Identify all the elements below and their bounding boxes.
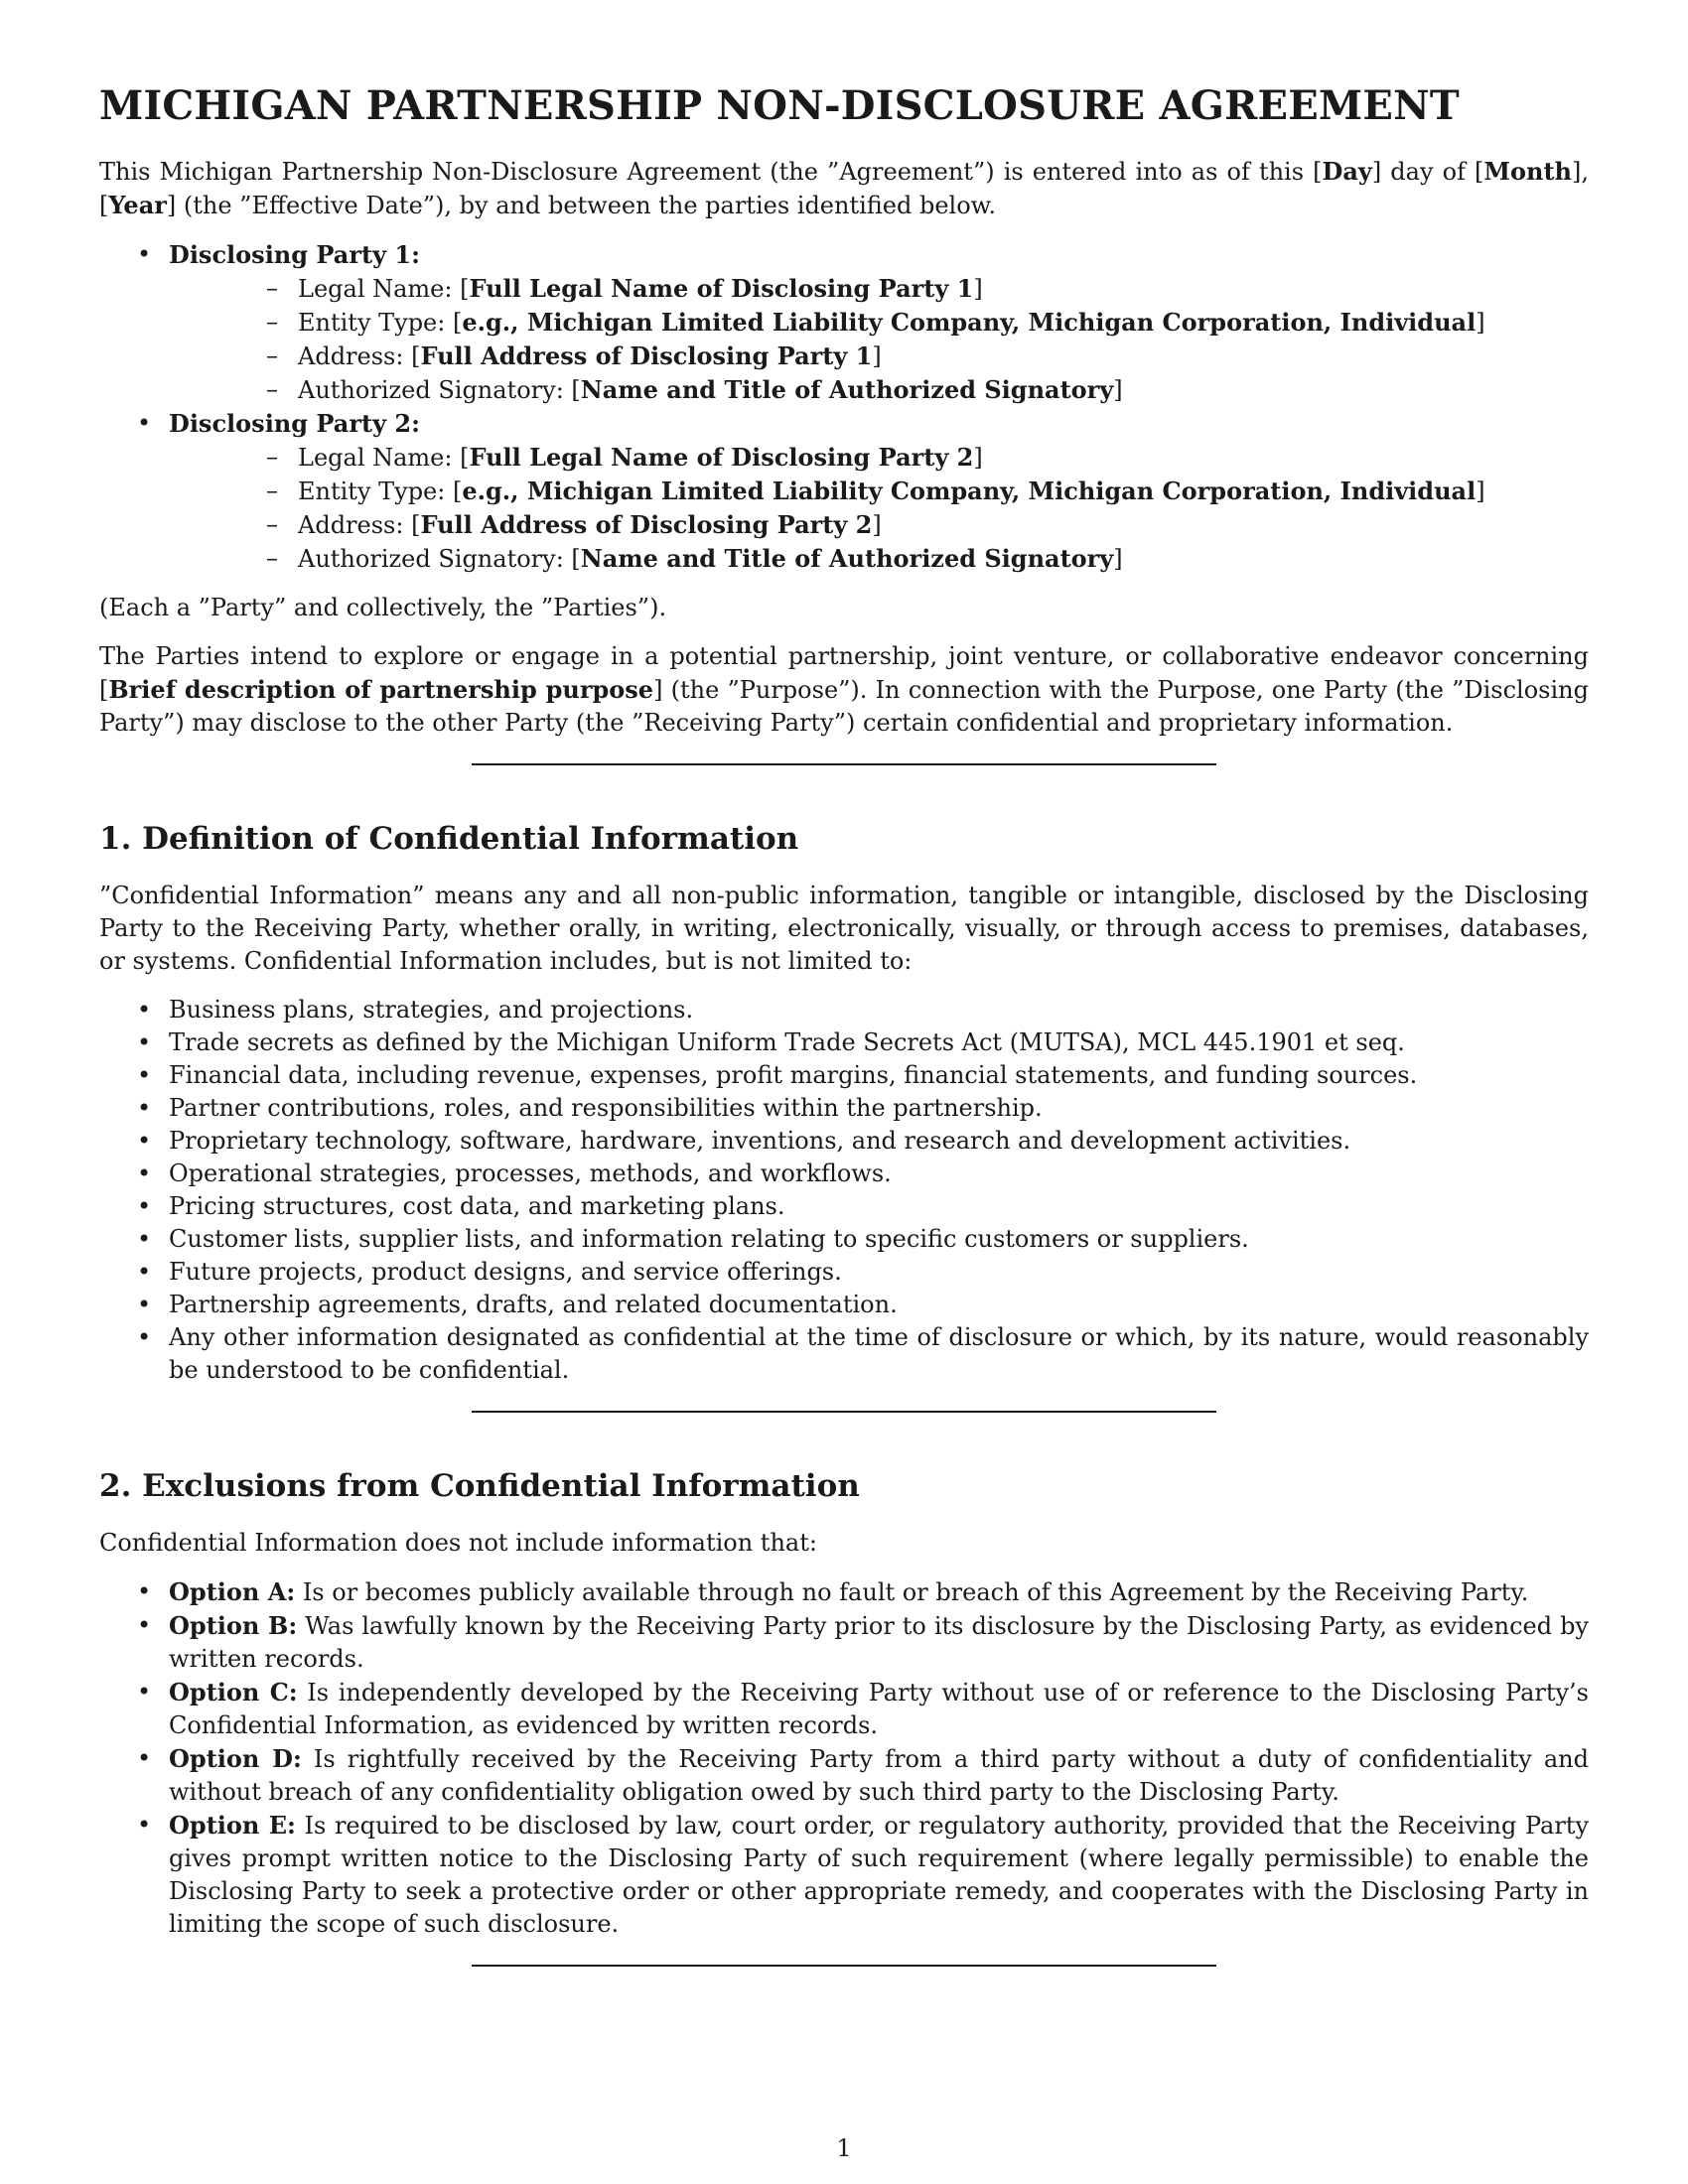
list-item: • Business plans, strategies, and projections. bbox=[99, 994, 1589, 1026]
party-field: – Address: [Full Address of Disclosing Party 2] bbox=[169, 508, 1589, 542]
section-divider bbox=[472, 763, 1216, 765]
party-field: – Legal Name: [Full Legal Name of Disclosing Party 2] bbox=[169, 441, 1589, 475]
list-item: • Partner contributions, roles, and responsibilities within the partnership. bbox=[99, 1092, 1589, 1125]
purpose-paragraph: The Parties intend to explore or engage in a potential partnership, joint venture, or collaborative endeavor concerning [Brief description of partnership purpose] (the ”Purpose”). In connection with the Purpose, one Party (the ”Disclosing Party”) may disclose to the other Party (the ”Receiving Party”) certain confidential and proprietary information. bbox=[99, 642, 1589, 737]
purpose-placeholder: Brief description of partnership purpose bbox=[108, 675, 654, 704]
month-placeholder: Month bbox=[1483, 157, 1572, 186]
list-item: • Customer lists, supplier lists, and information relating to specific customers or suppliers. bbox=[99, 1223, 1589, 1256]
page-number: 1 bbox=[836, 2134, 852, 2162]
section-1-heading: 1. Definition of Confidential Information bbox=[99, 821, 799, 857]
party-field: – Entity Type: [e.g., Michigan Limited Liability Company, Michigan Corporation, Individual] bbox=[169, 306, 1589, 340]
list-item: • Operational strategies, processes, methods, and workflows. bbox=[99, 1158, 1589, 1190]
section-2-heading: 2. Exclusions from Confidential Information bbox=[99, 1468, 860, 1505]
party-field: – Entity Type: [e.g., Michigan Limited Liability Company, Michigan Corporation, Individual] bbox=[169, 475, 1589, 508]
year-placeholder: Year bbox=[108, 191, 167, 219]
confidential-info-list bbox=[99, 994, 1589, 1387]
document-page bbox=[99, 83, 1589, 2022]
intro-paragraph: This Michigan Partnership Non-Disclosure Agreement (the ”Agreement”) is entered into as of this [Day] day of [Month], [Year] (the ”Effective Date”), by and between the parties identified below. bbox=[99, 157, 1589, 219]
option-item: • Option B: Was lawfully known by the Receiving Party prior to its disclosure by the Disclosing Party, as evidenced by written records. bbox=[99, 1609, 1589, 1676]
list-item: • Partnership agreements, drafts, and related documentation. bbox=[99, 1289, 1589, 1321]
option-item: • Option D: Is rightfully received by the Receiving Party from a third party without a duty of confidentiality and without breach of any confidentiality obligation owed by such third party to the Disclosing Party. bbox=[99, 1742, 1589, 1809]
list-item: • Any other information designated as confidential at the time of disclosure or which, by its nature, would reasonably be understood to be confidential. bbox=[99, 1321, 1589, 1387]
party-item bbox=[99, 407, 1589, 576]
party-field: – Legal Name: [Full Legal Name of Disclosing Party 1] bbox=[169, 272, 1589, 306]
party-field: – Authorized Signatory: [Name and Title of Authorized Signatory] bbox=[169, 373, 1589, 407]
list-item: • Pricing structures, cost data, and marketing plans. bbox=[99, 1190, 1589, 1223]
list-item: • Proprietary technology, software, hardware, inventions, and research and development activities. bbox=[99, 1125, 1589, 1158]
party-fields bbox=[169, 441, 1589, 576]
party-field: – Authorized Signatory: [Name and Title of Authorized Signatory] bbox=[169, 542, 1589, 576]
party-fields bbox=[169, 272, 1589, 407]
option-item: • Option E: Is required to be disclosed by law, court order, or regulatory authority, provided that the Receiving Party gives prompt written notice to the Disclosing Party of such requirement (where legally permissible) to enable the Disclosing Party to seek a protective order or other appropriate remedy, and cooperates with the Disclosing Party in limiting the scope of such disclosure. bbox=[99, 1809, 1589, 1941]
party-heading: Disclosing Party 1: bbox=[169, 240, 420, 269]
list-item: • Future projects, product designs, and service offerings. bbox=[99, 1256, 1589, 1289]
parties-note: (Each a ”Party” and collectively, the ”Parties”). bbox=[99, 594, 667, 621]
section-1-paragraph: ”Confidential Information” means any and all non-public information, tangible or intangible, disclosed by the Disclosing Party to the Receiving Party, whether orally, in writing, electronically, visually, or through access to premises, databases, or systems. Confidential Information includes, but is not limited to: bbox=[99, 882, 1589, 976]
section-2-paragraph: Confidential Information does not include information that: bbox=[99, 1529, 817, 1558]
party-heading: Disclosing Party 2: bbox=[169, 409, 420, 438]
section-divider bbox=[472, 1965, 1216, 1967]
section-divider bbox=[472, 1411, 1216, 1413]
party-item bbox=[99, 238, 1589, 407]
parties-list bbox=[99, 238, 1589, 576]
option-item: • Option C: Is independently developed by the Receiving Party without use of or reference to the Disclosing Party’s Confidential Information, as evidenced by written records. bbox=[99, 1676, 1589, 1742]
list-item: • Financial data, including revenue, expenses, profit margins, financial statements, and funding sources. bbox=[99, 1059, 1589, 1092]
document-title: MICHIGAN PARTNERSHIP NON-DISCLOSURE AGREEMENT bbox=[99, 82, 1460, 129]
day-placeholder: Day bbox=[1322, 157, 1372, 186]
party-field: – Address: [Full Address of Disclosing Party 1] bbox=[169, 340, 1589, 373]
exclusions-list bbox=[99, 1575, 1589, 1941]
list-item: • Trade secrets as defined by the Michigan Uniform Trade Secrets Act (MUTSA), MCL 445.1901 et seq. bbox=[99, 1026, 1589, 1059]
option-item: • Option A: Is or becomes publicly available through no fault or breach of this Agreement by the Receiving Party. bbox=[99, 1575, 1589, 1609]
